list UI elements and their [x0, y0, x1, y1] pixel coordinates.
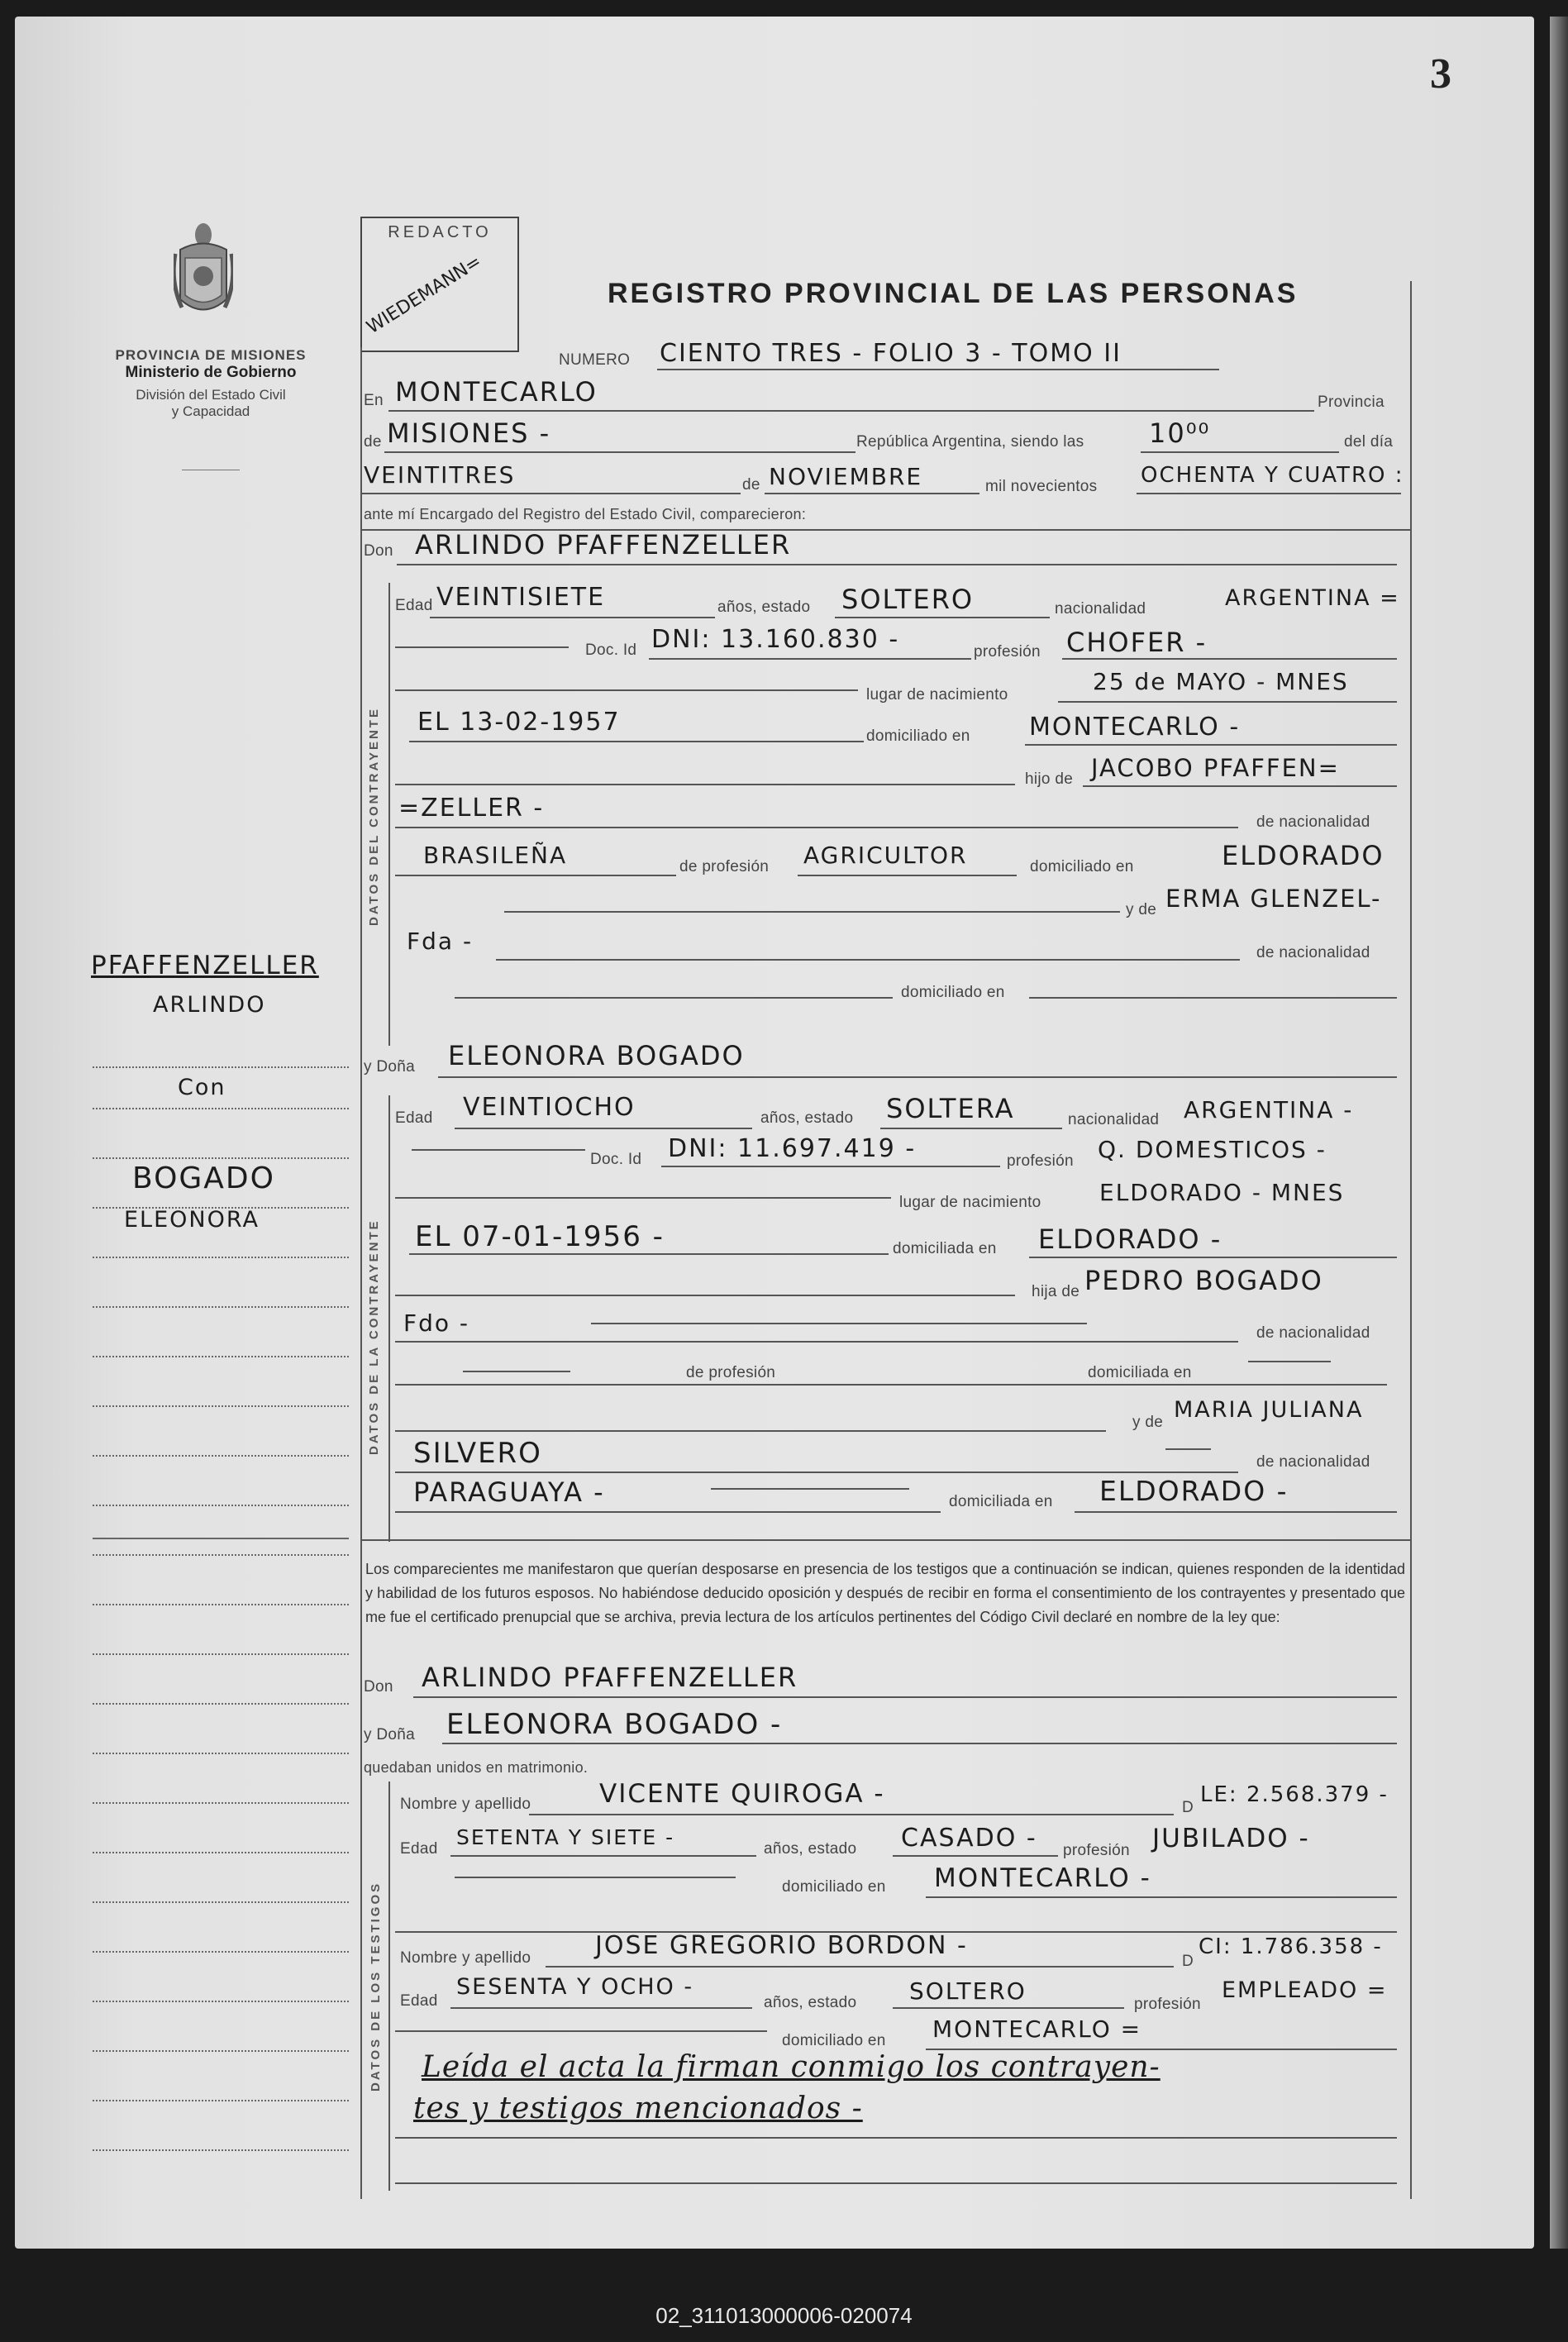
- c-doc-label: Doc. Id: [585, 642, 637, 659]
- t1-profesion-value: JUBILADO -: [1152, 1824, 1310, 1853]
- c-fecha-value: EL 13-02-1957: [417, 708, 621, 737]
- issuer-province: PROVINCIA DE MISIONES: [115, 347, 307, 363]
- del-dia-label: del día: [1344, 433, 1394, 451]
- f-edad-value: VEINTIOCHO: [463, 1093, 636, 1122]
- f-nacionalidad-value: ARGENTINA -: [1184, 1096, 1354, 1123]
- t2-estado-label: años, estado: [764, 1994, 857, 2011]
- f-madre-domicilio-label: domiciliada en: [949, 1493, 1053, 1510]
- de-label: de: [364, 433, 382, 451]
- numero-value: CIENTO TRES - FOLIO 3 - TOMO II: [660, 339, 1122, 368]
- t2-nombre-value: JOSE GREGORIO BORDON -: [595, 1931, 968, 1960]
- c-madre-value: ERMA GLENZEL-: [1165, 885, 1382, 913]
- t1-doc-label: D: [1182, 1799, 1194, 1816]
- f-domiciliada-label: domiciliada en: [893, 1240, 997, 1257]
- t1-edad-label: Edad: [400, 1840, 438, 1858]
- c-nacionalidad-value: ARGENTINA =: [1225, 585, 1400, 611]
- t2-estado-value: SOLTERO: [909, 1977, 1027, 2005]
- c-doc-value: DNI: 13.160.830 -: [651, 625, 900, 654]
- f-madre-domicilio: ELDORADO -: [1099, 1475, 1289, 1507]
- f-dona-value: ELEONORA BOGADO: [448, 1040, 745, 1071]
- margin-bride-name: ELEONORA: [124, 1207, 260, 1233]
- decl-don-value: ARLINDO PFAFFENZELLER: [422, 1662, 798, 1693]
- margin-con: Con: [178, 1075, 226, 1100]
- c-estado-value: SOLTERO: [841, 584, 975, 615]
- margin-groom-name: ARLINDO: [153, 992, 266, 1018]
- f-padre-domicilio-label: domiciliada en: [1088, 1364, 1192, 1381]
- dia-value: VEINTITRES: [364, 461, 516, 489]
- c-madre-domicilio-label: domiciliado en: [901, 984, 1005, 1001]
- don-value: ARLINDO PFAFFENZELLER: [415, 529, 792, 560]
- c-padre-value-2: =ZELLER -: [398, 794, 545, 823]
- t2-domicilio-value: MONTECARLO =: [932, 2015, 1142, 2043]
- closing-line-2: tes y testigos mencionados -: [413, 2092, 863, 2125]
- form-right-border: [1410, 281, 1412, 2199]
- page-number: 3: [1430, 50, 1451, 98]
- c-lugar-value: 25 de MAYO - MNES: [1093, 668, 1349, 695]
- page-edge: [1550, 17, 1568, 2249]
- t1-profesion-label: profesión: [1063, 1842, 1130, 1859]
- c-anios-estado-label: años, estado: [717, 599, 811, 616]
- c-lugar-label: lugar de nacimiento: [866, 686, 1008, 704]
- mes-value: NOVIEMBRE: [769, 463, 923, 490]
- margin-groom-surname: PFAFFENZELLER: [91, 951, 319, 980]
- c-profesion-value: CHOFER -: [1066, 627, 1208, 658]
- issuer-ministry: Ministerio de Gobierno: [125, 364, 297, 381]
- issuer-division-2: y Capacidad: [171, 403, 250, 419]
- c-domicilio-value: MONTECARLO -: [1029, 713, 1241, 742]
- f-edad-label: Edad: [395, 1109, 433, 1127]
- f-fecha-value: EL 07-01-1956 -: [415, 1220, 665, 1253]
- t2-profesion-value: EMPLEADO =: [1222, 1977, 1388, 2003]
- t1-doc-value: LE: 2.568.379 -: [1200, 1782, 1389, 1807]
- f-lugar-value: ELDORADO - MNES: [1099, 1179, 1345, 1206]
- contrayente-f-section-border: [388, 1095, 390, 1542]
- de-value: MISIONES -: [387, 417, 551, 449]
- coat-of-arms-emblem: [174, 217, 233, 324]
- testigos-section-border: [388, 1782, 390, 2191]
- c-padre-domicilio-label: domiciliado en: [1030, 858, 1134, 875]
- t2-nombre-label: Nombre y apellido: [400, 1949, 531, 1967]
- provincia-label: Provincia: [1318, 394, 1385, 411]
- f-de-profesion-label: de profesión: [686, 1364, 776, 1381]
- c-de-nacionalidad-label: de nacionalidad: [1256, 813, 1370, 831]
- f-hija-label: hija de: [1032, 1283, 1080, 1300]
- c-domiciliado-label: domiciliado en: [866, 727, 970, 745]
- stamp-signature: WIEDEMANN=: [363, 250, 485, 339]
- f-madre-nacionalidad-label: de nacionalidad: [1256, 1453, 1370, 1471]
- c-profesion-label: profesión: [974, 643, 1041, 661]
- c-edad-value: VEINTISIETE: [436, 583, 606, 612]
- f-doc-label: Doc. Id: [590, 1151, 642, 1168]
- contrayente-f-section-label: DATOS DE LA CONTRAYENTE: [367, 1219, 381, 1455]
- t1-estado-label: años, estado: [764, 1840, 857, 1858]
- testigos-section-label: DATOS DE LOS TESTIGOS: [369, 1881, 383, 2092]
- c-madre-value-2: Fda -: [407, 928, 474, 955]
- numero-label: NUMERO: [559, 351, 631, 369]
- quedaban-text: quedaban unidos en matrimonio.: [364, 1759, 589, 1776]
- c-hijo-label: hijo de: [1025, 770, 1074, 788]
- t2-doc-label: D: [1182, 1953, 1194, 1970]
- f-madre-value: MARIA JULIANA: [1174, 1397, 1364, 1423]
- t1-nombre-value: VICENTE QUIROGA -: [599, 1779, 885, 1809]
- stamp-label: REDACTO: [388, 223, 492, 241]
- f-padre-value-2: Fdo -: [403, 1309, 470, 1337]
- form-left-border: [360, 347, 362, 2199]
- c-madre-nacionalidad-label: de nacionalidad: [1256, 944, 1370, 961]
- c-padre-nacionalidad: BRASILEÑA: [423, 842, 568, 869]
- decl-don-label: Don: [364, 1678, 393, 1696]
- scan-id-footer: 02_311013000006-020074: [655, 2303, 913, 2328]
- t1-edad-value: SETENTA Y SIETE -: [456, 1825, 675, 1849]
- t2-profesion-label: profesión: [1134, 1996, 1201, 2013]
- f-y-de-label: y de: [1132, 1414, 1164, 1431]
- margin-bride-surname: BOGADO: [132, 1161, 275, 1195]
- de-mes-label: de: [742, 476, 760, 494]
- f-madre-value-2: SILVERO: [413, 1437, 542, 1470]
- contrayente-section-label: DATOS DEL CONTRAYENTE: [367, 707, 381, 926]
- c-padre-domicilio: ELDORADO: [1222, 840, 1385, 871]
- t1-domicilio-label: domiciliado en: [782, 1878, 886, 1896]
- c-de-profesion-label: de profesión: [679, 858, 770, 875]
- ante-text: ante mí Encargado del Registro del Estado Civil, comparecieron:: [364, 506, 807, 522]
- t2-edad-value: SESENTA Y OCHO -: [456, 1974, 694, 2000]
- t1-domicilio-value: MONTECARLO -: [934, 1863, 1151, 1893]
- decl-dona-value: ELEONORA BOGADO -: [446, 1708, 783, 1741]
- f-padre-value: PEDRO BOGADO: [1084, 1265, 1323, 1296]
- f-anios-estado-label: años, estado: [760, 1109, 854, 1127]
- c-padre-value: JACOBO PFAFFEN=: [1091, 754, 1340, 782]
- don-label: Don: [364, 542, 393, 560]
- t2-domicilio-label: domiciliado en: [782, 2032, 886, 2049]
- contrayente-section-border: [388, 583, 390, 1046]
- f-estado-value: SOLTERA: [886, 1093, 1015, 1124]
- en-label: En: [364, 392, 384, 409]
- republica-label: República Argentina, siendo las: [856, 433, 1084, 451]
- f-lugar-label: lugar de nacimiento: [899, 1194, 1041, 1211]
- redacto-stamp: [360, 217, 519, 352]
- f-profesion-label: profesión: [1007, 1152, 1074, 1170]
- hora-value: 10⁰⁰: [1149, 417, 1211, 449]
- c-padre-profesion: AGRICULTOR: [803, 842, 968, 869]
- decl-dona-label: y Doña: [364, 1726, 416, 1743]
- c-nacionalidad-label: nacionalidad: [1055, 600, 1146, 618]
- closing-line-1: Leída el acta la firman conmigo los contrayen-: [422, 2050, 1161, 2084]
- t2-doc-value: CI: 1.786.358 -: [1199, 1934, 1383, 1959]
- f-nacionalidad-label: nacionalidad: [1068, 1111, 1160, 1128]
- anio-value: OCHENTA Y CUATRO :: [1141, 463, 1404, 488]
- c-edad-label: Edad: [395, 597, 433, 614]
- f-domicilio-value: ELDORADO -: [1038, 1223, 1222, 1255]
- t1-nombre-label: Nombre y apellido: [400, 1796, 531, 1813]
- form-title: REGISTRO PROVINCIAL DE LAS PERSONAS: [608, 278, 1299, 309]
- issuer-division: División del Estado Civil: [136, 387, 286, 403]
- f-doc-value: DNI: 11.697.419 -: [668, 1134, 917, 1163]
- issuer-block: [87, 347, 335, 420]
- declaration-text: Los comparecientes me manifestaron que querían desposarse en presencia de los testigos que a continuación se indican, quienes responden de la identidad y habilidad de los futuros esposos. No habiéndose deducido oposición y después de recibir en forma el consentimiento de los contrayentes y presentado que me fue el certificado prenupcial que se archiva, previa lectura de los artículos pertinentes del Código Civil declaré en nombre de la ley que:: [365, 1561, 1405, 1625]
- mil-label: mil novecientos: [985, 478, 1098, 495]
- f-madre-nacionalidad: PARAGUAYA -: [413, 1476, 605, 1508]
- t1-estado-value: CASADO -: [901, 1824, 1037, 1853]
- c-y-de-label: y de: [1126, 901, 1157, 918]
- t2-edad-label: Edad: [400, 1992, 438, 2010]
- f-dona-label: y Doña: [364, 1058, 416, 1076]
- f-profesion-value: Q. DOMESTICOS -: [1098, 1136, 1327, 1163]
- en-value: MONTECARLO: [395, 376, 598, 408]
- f-de-nacionalidad-label: de nacionalidad: [1256, 1324, 1370, 1342]
